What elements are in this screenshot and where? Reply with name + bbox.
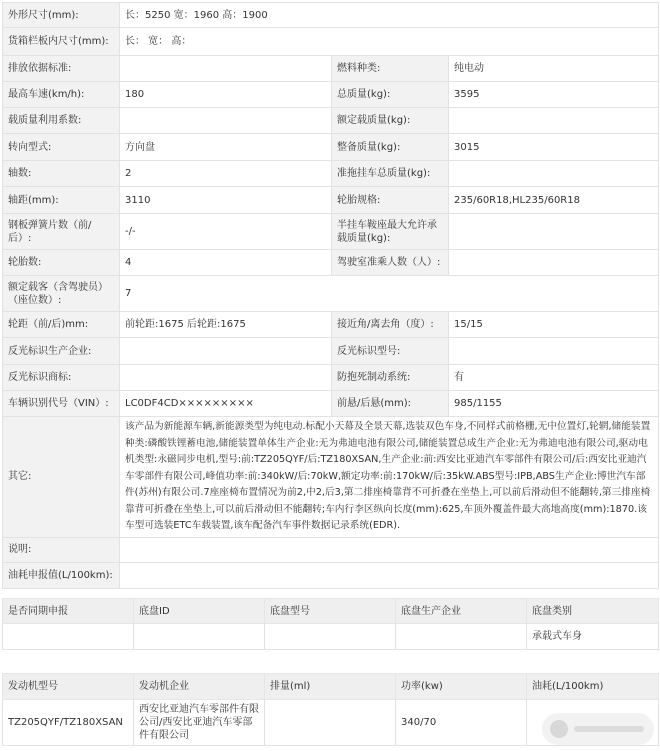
load-util-value <box>120 108 332 134</box>
spec-row-tires-cab <box>3 250 659 276</box>
spec-row-dimensions <box>3 3 659 28</box>
approach-angle-label: 接近角/离去角（度）: <box>332 312 449 338</box>
wheelbase-label: 轴距(mm): <box>3 187 120 214</box>
chassis-cell <box>3 624 134 650</box>
overhang-label: 前悬/后悬(mm): <box>332 391 449 417</box>
max-speed-label: 最高车速(km/h): <box>3 82 120 108</box>
total-mass-value: 3595 <box>449 82 659 108</box>
engine-header-cell: 排量(ml) <box>265 674 396 700</box>
steering-label: 转向型式: <box>3 134 120 161</box>
abs-value: 有 <box>449 365 659 391</box>
spec-row-cargo <box>3 28 659 56</box>
spec-row-emission-fuel <box>3 56 659 82</box>
cargo-label: 货箱栏板内尺寸(mm): <box>3 28 120 56</box>
spec-row-track-angle <box>3 312 659 338</box>
wheelbase-value: 3110 <box>120 187 332 214</box>
spec-row-other <box>3 417 659 538</box>
trailer-mass-value <box>449 161 659 187</box>
springs-label: 钢板弹簧片数（前/后）: <box>3 214 120 250</box>
spec-row-fuel-consumption <box>3 562 659 588</box>
dims-value: 长：5250 宽：1960 高：1900 <box>120 3 659 28</box>
track-value: 前轮距:1675 后轮距:1675 <box>120 312 332 338</box>
track-label: 轮距（前/后)mm: <box>3 312 120 338</box>
rated-load-value <box>449 108 659 134</box>
spec-row-speed-mass <box>3 82 659 108</box>
total-mass-label: 总质量(kg): <box>332 82 449 108</box>
engine-header-cell: 油耗(L/100km) <box>527 674 659 700</box>
chassis-table <box>2 598 659 650</box>
chassis-header-cell: 底盘类别 <box>527 599 659 624</box>
fuel-type-value: 纯电动 <box>449 56 659 82</box>
emission-label: 排放依据标准: <box>3 56 120 82</box>
chassis-cell: 承载式车身 <box>527 624 659 650</box>
engine-header-cell: 发动机型号 <box>3 674 134 700</box>
rated-load-label: 额定载质量(kg): <box>332 108 449 134</box>
chassis-header-cell: 底盘型号 <box>265 599 396 624</box>
tire-spec-label: 轮胎规格: <box>332 187 449 214</box>
reflector-brand-label: 反光标识商标: <box>3 365 120 391</box>
chassis-cell <box>396 624 527 650</box>
seats-value: 7 <box>120 276 659 312</box>
chassis-header-cell: 底盘生产企业 <box>396 599 527 624</box>
spec-row-load <box>3 108 659 134</box>
reflector-maker-label: 反光标识生产企业: <box>3 338 120 365</box>
abs-label: 防抱死制动系统: <box>332 365 449 391</box>
fuel-consumption-value <box>120 562 659 588</box>
spec-row-note <box>3 537 659 562</box>
chassis-data-row <box>3 624 659 650</box>
vin-label: 车辆识别代号（VIN）: <box>3 391 120 417</box>
chassis-cell <box>265 624 396 650</box>
engine-cell: 340/70 <box>396 700 527 746</box>
note-value <box>120 537 659 562</box>
fuel-type-label: 燃料种类: <box>332 56 449 82</box>
vehicle-spec-table <box>2 2 659 589</box>
cargo-value: 长： 宽： 高： <box>120 28 659 56</box>
axles-label: 轴数: <box>3 161 120 187</box>
watermark-badge <box>542 713 654 745</box>
max-speed-value: 180 <box>120 82 332 108</box>
engine-header-row <box>3 674 659 700</box>
dims-label: 外形尺寸(mm): <box>3 3 120 28</box>
engine-cell: 西安比亚迪汽车零部件有限公司/西安比亚迪汽车零部件有限公司 <box>134 700 265 746</box>
reflector-model-label: 反光标识型号: <box>332 338 449 365</box>
overhang-value: 985/1155 <box>449 391 659 417</box>
saddle-load-value <box>449 214 659 250</box>
chassis-cell <box>134 624 265 650</box>
spec-row-springs-saddle <box>3 214 659 250</box>
reflector-model-value <box>449 338 659 365</box>
note-label: 说明: <box>3 537 120 562</box>
tire-spec-value: 235/60R18,HL235/60R18 <box>449 187 659 214</box>
seats-label: 额定载客（含驾驶员）（座位数）: <box>3 276 120 312</box>
spec-row-vin-overhang <box>3 391 659 417</box>
watermark-text-placeholder <box>574 726 644 732</box>
spec-row-axles-trailer <box>3 161 659 187</box>
spec-row-brand-abs <box>3 365 659 391</box>
curb-mass-value: 3015 <box>449 134 659 161</box>
approach-angle-value: 15/15 <box>449 312 659 338</box>
watermark-avatar <box>550 720 568 738</box>
saddle-load-label: 半挂车鞍座最大允许承载质量(kg): <box>332 214 449 250</box>
reflector-maker-value <box>120 338 332 365</box>
emission-value <box>120 56 332 82</box>
engine-cell <box>265 700 396 746</box>
spec-row-wheelbase-tire <box>3 187 659 214</box>
fuel-consumption-label: 油耗申报值(L/100km): <box>3 562 120 588</box>
curb-mass-label: 整备质量(kg): <box>332 134 449 161</box>
vin-value: LC0DF4CD××××××××× <box>120 391 332 417</box>
chassis-header-cell: 底盘ID <box>134 599 265 624</box>
springs-value: -/- <box>120 214 332 250</box>
engine-header-cell: 发动机企业 <box>134 674 265 700</box>
tire-count-value: 4 <box>120 250 332 276</box>
other-label: 其它: <box>3 417 120 538</box>
spec-row-seats <box>3 276 659 312</box>
engine-header-cell: 功率(kw) <box>396 674 527 700</box>
steering-value: 方向盘 <box>120 134 332 161</box>
other-notes: 该产品为新能源车辆,新能源类型为纯电动.标配小天幕及全景天幕,选装双色车身,不同样式前格栅,无中位置灯,轮辋,储能装置种类:磷酸铁锂蓄电池,储能装置单体生产企业:无为弗迪电池有限公司,储能装置总成生产企业:无为弗迪电池有限公司,驱动电机类型:永磁同步电机,型号:前:TZ205QYF/后:TZ180XSAN,生产企业:前:西安比亚迪汽车零部件有限公司/后:西安比亚迪汽车零部件有限公司,峰值功率:前:340kW/后:70kW,额定功率:前:170kW/后:35kW.ABS型号:IPB,ABS生产企业:博世汽车部件(苏州)有限公司.7座座椅布置情况为前2,中2,后3,第二排座椅靠背不可折叠在坐垫上,可以前后滑动但不能翻转,第三排座椅靠背可折叠在坐垫上,可以前后滑动但不能翻转;车内行李区纵向长度(mm):625,车顶外覆盖件最大高地高度(mm):1870.该车型可选装ETC车载装置,该车配备汽车事件数据记录系统(EDR). <box>120 417 659 538</box>
trailer-mass-label: 准拖挂车总质量(kg): <box>332 161 449 187</box>
chassis-header-row <box>3 599 659 624</box>
engine-cell: TZ205QYF/TZ180XSAN <box>3 700 134 746</box>
load-util-label: 载质量利用系数: <box>3 108 120 134</box>
chassis-header-cell: 是否同期申报 <box>3 599 134 624</box>
cab-capacity-value <box>449 250 659 276</box>
spec-row-reflector <box>3 338 659 365</box>
reflector-brand-value <box>120 365 332 391</box>
axles-value: 2 <box>120 161 332 187</box>
tire-count-label: 轮胎数: <box>3 250 120 276</box>
cab-capacity-label: 驾驶室准乘人数（人）: <box>332 250 449 276</box>
spec-row-steering-curb <box>3 134 659 161</box>
